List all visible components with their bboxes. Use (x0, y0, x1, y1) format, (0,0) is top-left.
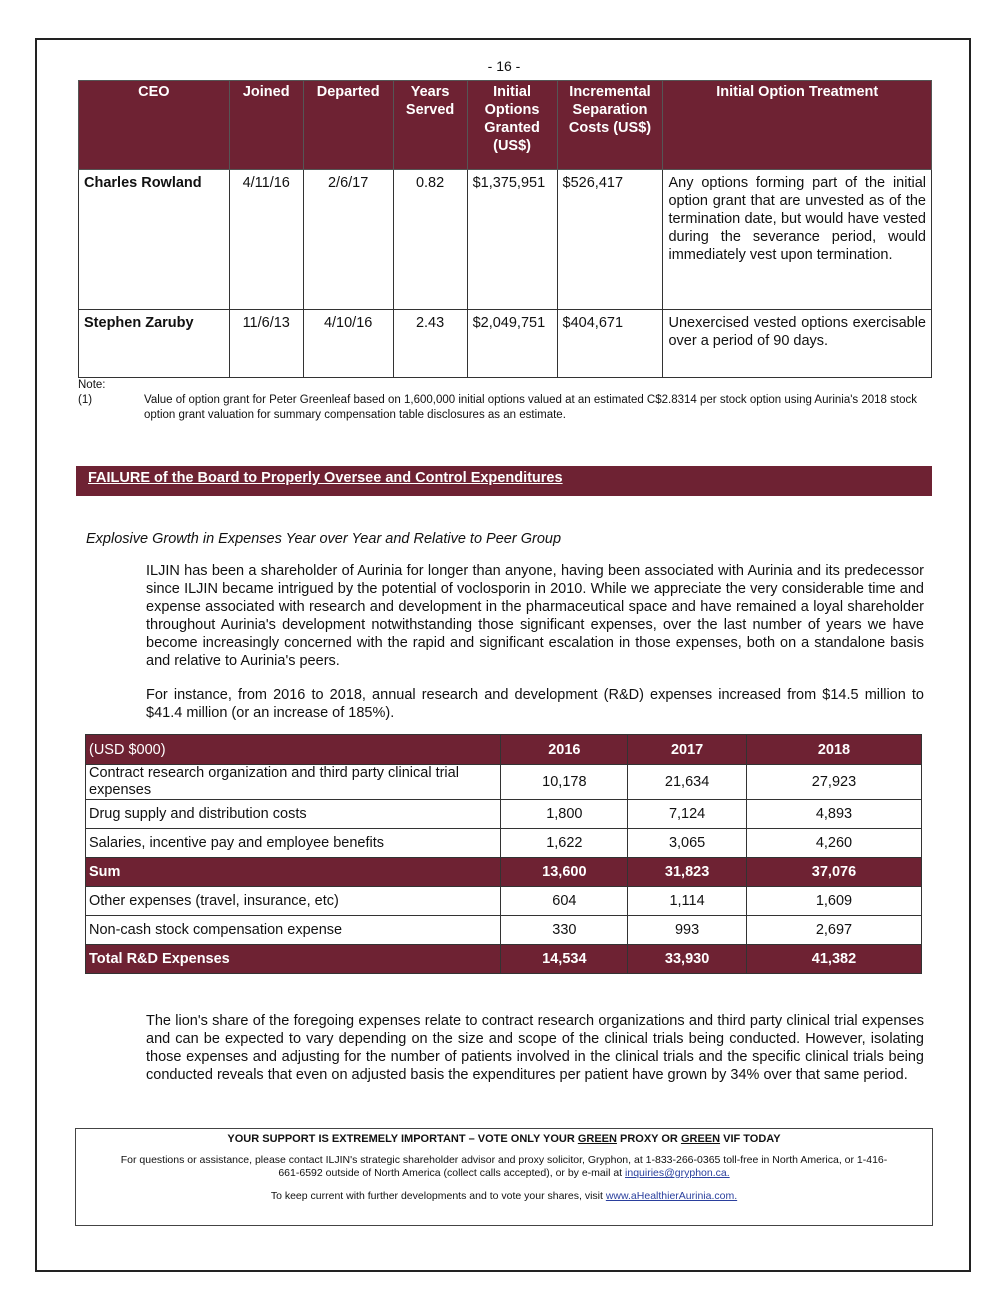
row-label: Other expenses (travel, insurance, etc) (86, 887, 501, 916)
green-proxy-text: GREEN (577, 1133, 617, 1145)
row-label: Sum (86, 858, 501, 887)
table-row (86, 800, 922, 829)
ceo-table (78, 80, 932, 378)
note-number: (1) (78, 394, 93, 406)
cell-value: 7,124 (628, 800, 747, 829)
cell-value: 4,893 (746, 800, 921, 829)
table-row (86, 829, 922, 858)
row-label: Total R&D Expenses (86, 945, 501, 974)
rd-expenses-table (85, 734, 922, 974)
table-row (86, 765, 922, 800)
footer-contact: For questions or assistance, please contact ILJIN's strategic shareholder advisor and proxy solicitor, Gryphon, at 1-833-266-0365 toll-free in North America, or 1-416-661-6592 outside of North America (collect calls accepted), or by e-mail at inquiries@gryphon.ca. (120, 1154, 888, 1179)
option-treatment: Any options forming part of the initial option grant that are unvested as of the termination date, but would have vested during the severance period, would immediately vest upon termination. (663, 170, 932, 310)
row-label: Non-cash stock compensation expense (86, 916, 501, 945)
footer-website: To keep current with further developments and to vote your shares, visit www.aHealthierAurinia.com. (270, 1190, 738, 1202)
note-label: Note: (78, 379, 106, 391)
rd-table-header (86, 735, 922, 765)
header-departed: Departed (303, 81, 393, 170)
cell-value: 993 (628, 916, 747, 945)
departed-date: 2/6/17 (303, 170, 393, 310)
cell-value: 41,382 (746, 945, 921, 974)
table-row (86, 887, 922, 916)
cell-value: 27,923 (746, 765, 921, 800)
cell-value: 31,823 (628, 858, 747, 887)
header-2018: 2018 (746, 735, 921, 765)
header-joined: Joined (229, 81, 303, 170)
option-treatment: Unexercised vested options exercisable over a period of 90 days. (663, 310, 932, 378)
cell-value: 33,930 (628, 945, 747, 974)
cell-value: 14,534 (501, 945, 628, 974)
options-granted: $2,049,751 (467, 310, 557, 378)
subheading: Explosive Growth in Expenses Year over Year and Relative to Peer Group (86, 531, 562, 547)
header-option-treatment: Initial Option Treatment (663, 81, 932, 170)
table-note (78, 378, 938, 423)
header-initial-options: Initial Options Granted (US$) (467, 81, 557, 170)
row-label: Drug supply and distribution costs (86, 800, 501, 829)
header-years-served: Years Served (393, 81, 467, 170)
cell-value: 3,065 (628, 829, 747, 858)
row-label: Salaries, incentive pay and employee benefits (86, 829, 501, 858)
footer-headline: YOUR SUPPORT IS EXTREMELY IMPORTANT – VOTE ONLY YOUR GREEN PROXY OR GREEN VIF TODAY (227, 1133, 781, 1145)
cell-value: 1,800 (501, 800, 628, 829)
green-vif-text: GREEN (680, 1133, 721, 1145)
cell-value: 1,622 (501, 829, 628, 858)
cell-value: 13,600 (501, 858, 628, 887)
departed-date: 4/10/16 (303, 310, 393, 378)
rd-total-row (86, 858, 922, 887)
website-link[interactable]: www.aHealthierAurinia.com. (605, 1190, 738, 1202)
section-title-bar: FAILURE of the Board to Properly Oversee and Control Expenditures (76, 466, 932, 496)
joined-date: 11/6/13 (229, 310, 303, 378)
rd-total-row (86, 945, 922, 974)
paragraph-3: The lion's share of the foregoing expenses relate to contract research organizations and third party clinical trial expenses and can be expected to vary depending on the size and scope of the clinical trials being conducted. However, isolating those expenses and adjusting for the number of patients involved in the clinical trials and the specific clinical trials being conducted reveals that even on adjusted basis the expenditures per patient have grown by 34% over that same period. (146, 1013, 924, 1083)
header-2016: 2016 (501, 735, 628, 765)
header-separation-costs: Incremental Separation Costs (US$) (557, 81, 663, 170)
separation-costs: $526,417 (557, 170, 663, 310)
years-served: 0.82 (393, 170, 467, 310)
cell-value: 330 (501, 916, 628, 945)
cell-value: 1,609 (746, 887, 921, 916)
years-served: 2.43 (393, 310, 467, 378)
cell-value: 37,076 (746, 858, 921, 887)
ceo-table-header (79, 81, 932, 170)
cell-value: 2,697 (746, 916, 921, 945)
cell-value: 1,114 (628, 887, 747, 916)
header-ceo: CEO (79, 81, 230, 170)
cell-value: 604 (501, 887, 628, 916)
table-row (86, 916, 922, 945)
page-number: - 16 - (487, 58, 521, 74)
ceo-name: Charles Rowland (79, 170, 230, 310)
header-2017: 2017 (628, 735, 747, 765)
paragraph-1: ILJIN has been a shareholder of Aurinia for longer than anyone, having been associated with Aurinia and its predecessor since ILJIN became intrigued by the potential of voclosporin in 2010. While we appreciate the very considerable time and expense associated with research and development in the pharmaceutical space and have remained a loyal shareholder throughout Aurinia's development notwithstanding those significant expenses, over the last number of years we have become increasingly concerned with the rapid and significant escalation in those expenses, both on a standalone basis and relative to Aurinia's peers. (146, 563, 924, 669)
note-text: Value of option grant for Peter Greenleaf based on 1,600,000 initial options valued at an estimated C$2.8314 per stock option using Aurinia's 2018 stock option grant valuation for summary compensation table disclosures as an estimate. (144, 394, 917, 421)
table-row (79, 310, 932, 378)
cell-value: 21,634 (628, 765, 747, 800)
email-link[interactable]: inquiries@gryphon.ca. (625, 1167, 730, 1179)
ceo-name: Stephen Zaruby (79, 310, 230, 378)
header-units: (USD $000) (86, 735, 501, 765)
row-label: Contract research organization and third party clinical trial expenses (86, 765, 501, 800)
joined-date: 4/11/16 (229, 170, 303, 310)
cell-value: 4,260 (746, 829, 921, 858)
footer-box (75, 1128, 933, 1226)
table-row (79, 170, 932, 310)
paragraph-2: For instance, from 2016 to 2018, annual research and development (R&D) expenses increased from $14.5 million to $41.4 million (or an increase of 185%). (146, 687, 924, 721)
separation-costs: $404,671 (557, 310, 663, 378)
options-granted: $1,375,951 (467, 170, 557, 310)
cell-value: 10,178 (501, 765, 628, 800)
